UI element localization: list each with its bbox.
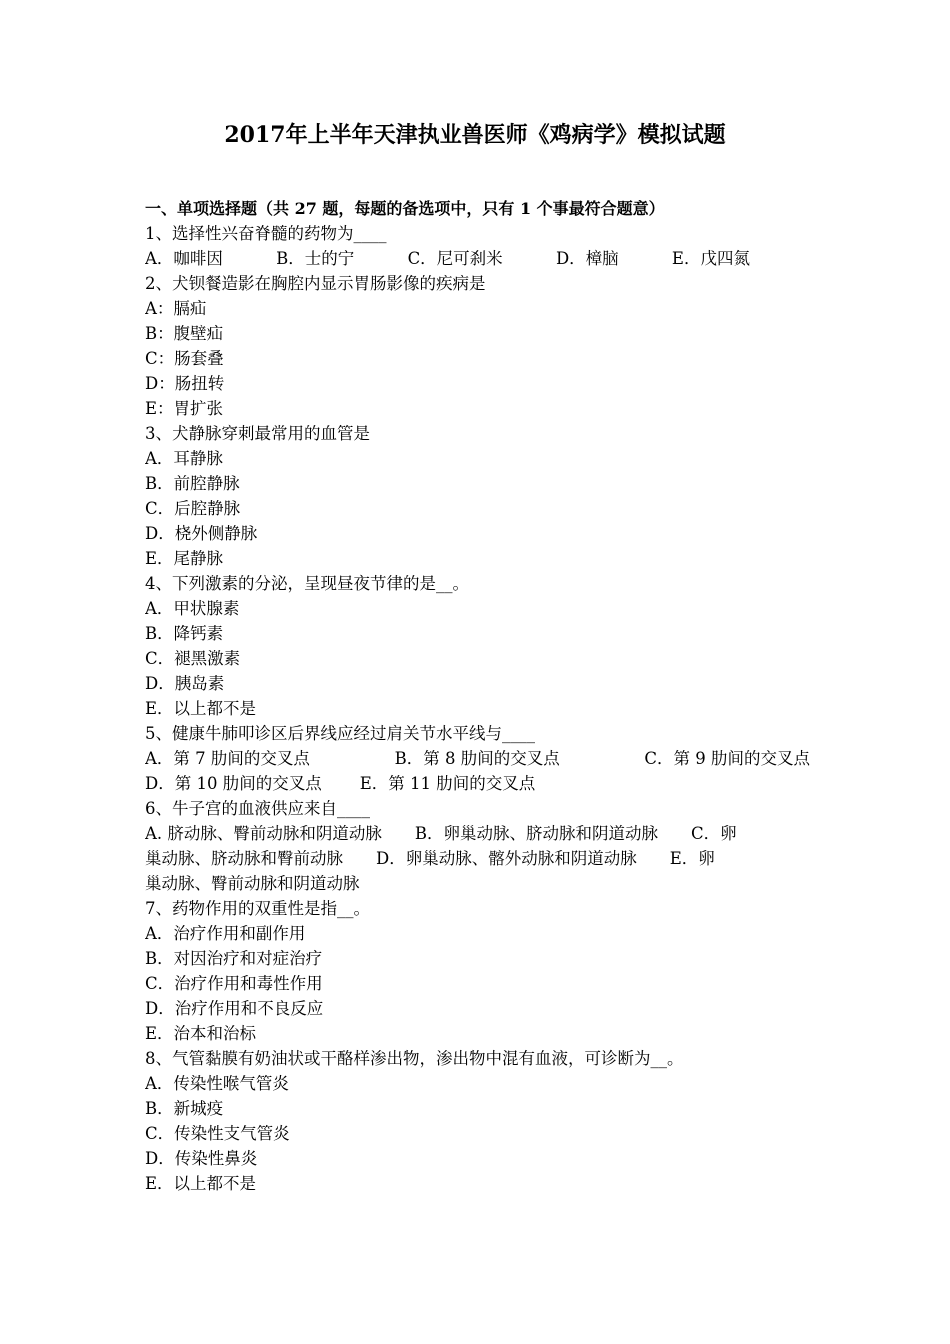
question-5-options-line-1: [145, 746, 810, 771]
question-6-stem: 6、牛子宫的血液供应来自____: [145, 799, 370, 818]
question-4-stem: 4、下列激素的分泌，呈现昼夜节律的是__。: [145, 574, 469, 593]
question-4-option-e: E．以上都不是: [145, 699, 257, 718]
document-title: 2017年上半年天津执业兽医师《鸡病学》模拟试题: [224, 122, 726, 148]
question-8-option-d: D．传染性鼻炎: [145, 1149, 258, 1168]
question-1-stem: 1、选择性兴奋脊髓的药物为____: [145, 224, 387, 243]
question-3-option-e: E．尾静脉: [145, 549, 224, 568]
question-2-option-d: D：肠扭转: [145, 374, 225, 393]
question-1-option-c: C．尼可刹米: [407, 249, 503, 268]
question-5-option-a: A．第 7 肋间的交叉点: [145, 749, 310, 768]
question-4-option-b: B．降钙素: [145, 624, 224, 643]
question-2-option-e: E：胃扩张: [145, 399, 224, 418]
question-7-stem: 7、药物作用的双重性是指__。: [145, 899, 370, 918]
question-2-option-c: C：肠套叠: [145, 349, 224, 368]
question-1-option-b: B．士的宁: [276, 249, 355, 268]
question-3-option-c: C．后腔静脉: [145, 499, 241, 518]
question-7-option-c: C．治疗作用和毒性作用: [145, 974, 323, 993]
question-6-options-line-3: 巢动脉、臀前动脉和阴道动脉: [145, 874, 360, 893]
question-7-option-a: A．治疗作用和副作用: [145, 924, 306, 943]
question-7-option-b: B．对因治疗和对症治疗: [145, 949, 323, 968]
question-7-option-d: D．治疗作用和不良反应: [145, 999, 324, 1018]
question-5-option-c: C．第 9 肋间的交叉点: [644, 749, 810, 768]
question-1-option-d: D．樟脑: [555, 249, 619, 268]
question-3-option-a: A．耳静脉: [145, 449, 223, 468]
question-list: [145, 196, 810, 1196]
question-5-options-line-2: [145, 771, 810, 796]
question-8-option-b: B．新城疫: [145, 1099, 224, 1118]
question-5-option-b: B．第 8 肋间的交叉点: [394, 749, 560, 768]
question-1-options: [145, 246, 810, 271]
question-3-option-d: D．桡外侧静脉: [145, 524, 258, 543]
question-5-stem: 5、健康牛肺叩诊区后界线应经过肩关节水平线与____: [145, 724, 535, 743]
question-7-option-e: E．治本和治标: [145, 1024, 257, 1043]
question-6-options-line-2: 巢动脉、脐动脉和臀前动脉 D．卵巢动脉、髂外动脉和阴道动脉 E．卵: [145, 849, 715, 868]
question-1-option-e: E．戊四氮: [671, 249, 750, 268]
question-5-option-d: D．第 10 肋间的交叉点: [145, 774, 322, 793]
question-8-option-e: E．以上都不是: [145, 1174, 257, 1193]
question-3-stem: 3、犬静脉穿刺最常用的血管是: [145, 424, 370, 443]
question-5-option-e: E．第 11 肋间的交叉点: [359, 774, 536, 793]
question-4-option-a: A．甲状腺素: [145, 599, 240, 618]
question-4-option-d: D．胰岛素: [145, 674, 225, 693]
question-3-option-b: B．前腔静脉: [145, 474, 240, 493]
section-heading: 一、单项选择题（共 27 题，每题的备选项中，只有 1 个事最符合题意）: [145, 199, 665, 218]
question-6-options-line-1: A. 脐动脉、臀前动脉和阴道动脉 B．卵巢动脉、脐动脉和阴道动脉 C．卵: [145, 824, 737, 843]
question-1-option-a: A．咖啡因: [145, 249, 223, 268]
question-2-stem: 2、犬钡餐造影在胸腔内显示胃肠影像的疾病是: [145, 274, 486, 293]
question-2-option-a: A：膈疝: [145, 299, 207, 318]
question-8-option-a: A．传染性喉气管炎: [145, 1074, 289, 1093]
question-8-option-c: C．传染性支气管炎: [145, 1124, 290, 1143]
question-8-stem: 8、气管黏膜有奶油状或干酪样渗出物，渗出物中混有血液，可诊断为__。: [145, 1049, 684, 1068]
question-4-option-c: C．褪黑激素: [145, 649, 241, 668]
question-2-option-b: B：腹壁疝: [145, 324, 224, 343]
